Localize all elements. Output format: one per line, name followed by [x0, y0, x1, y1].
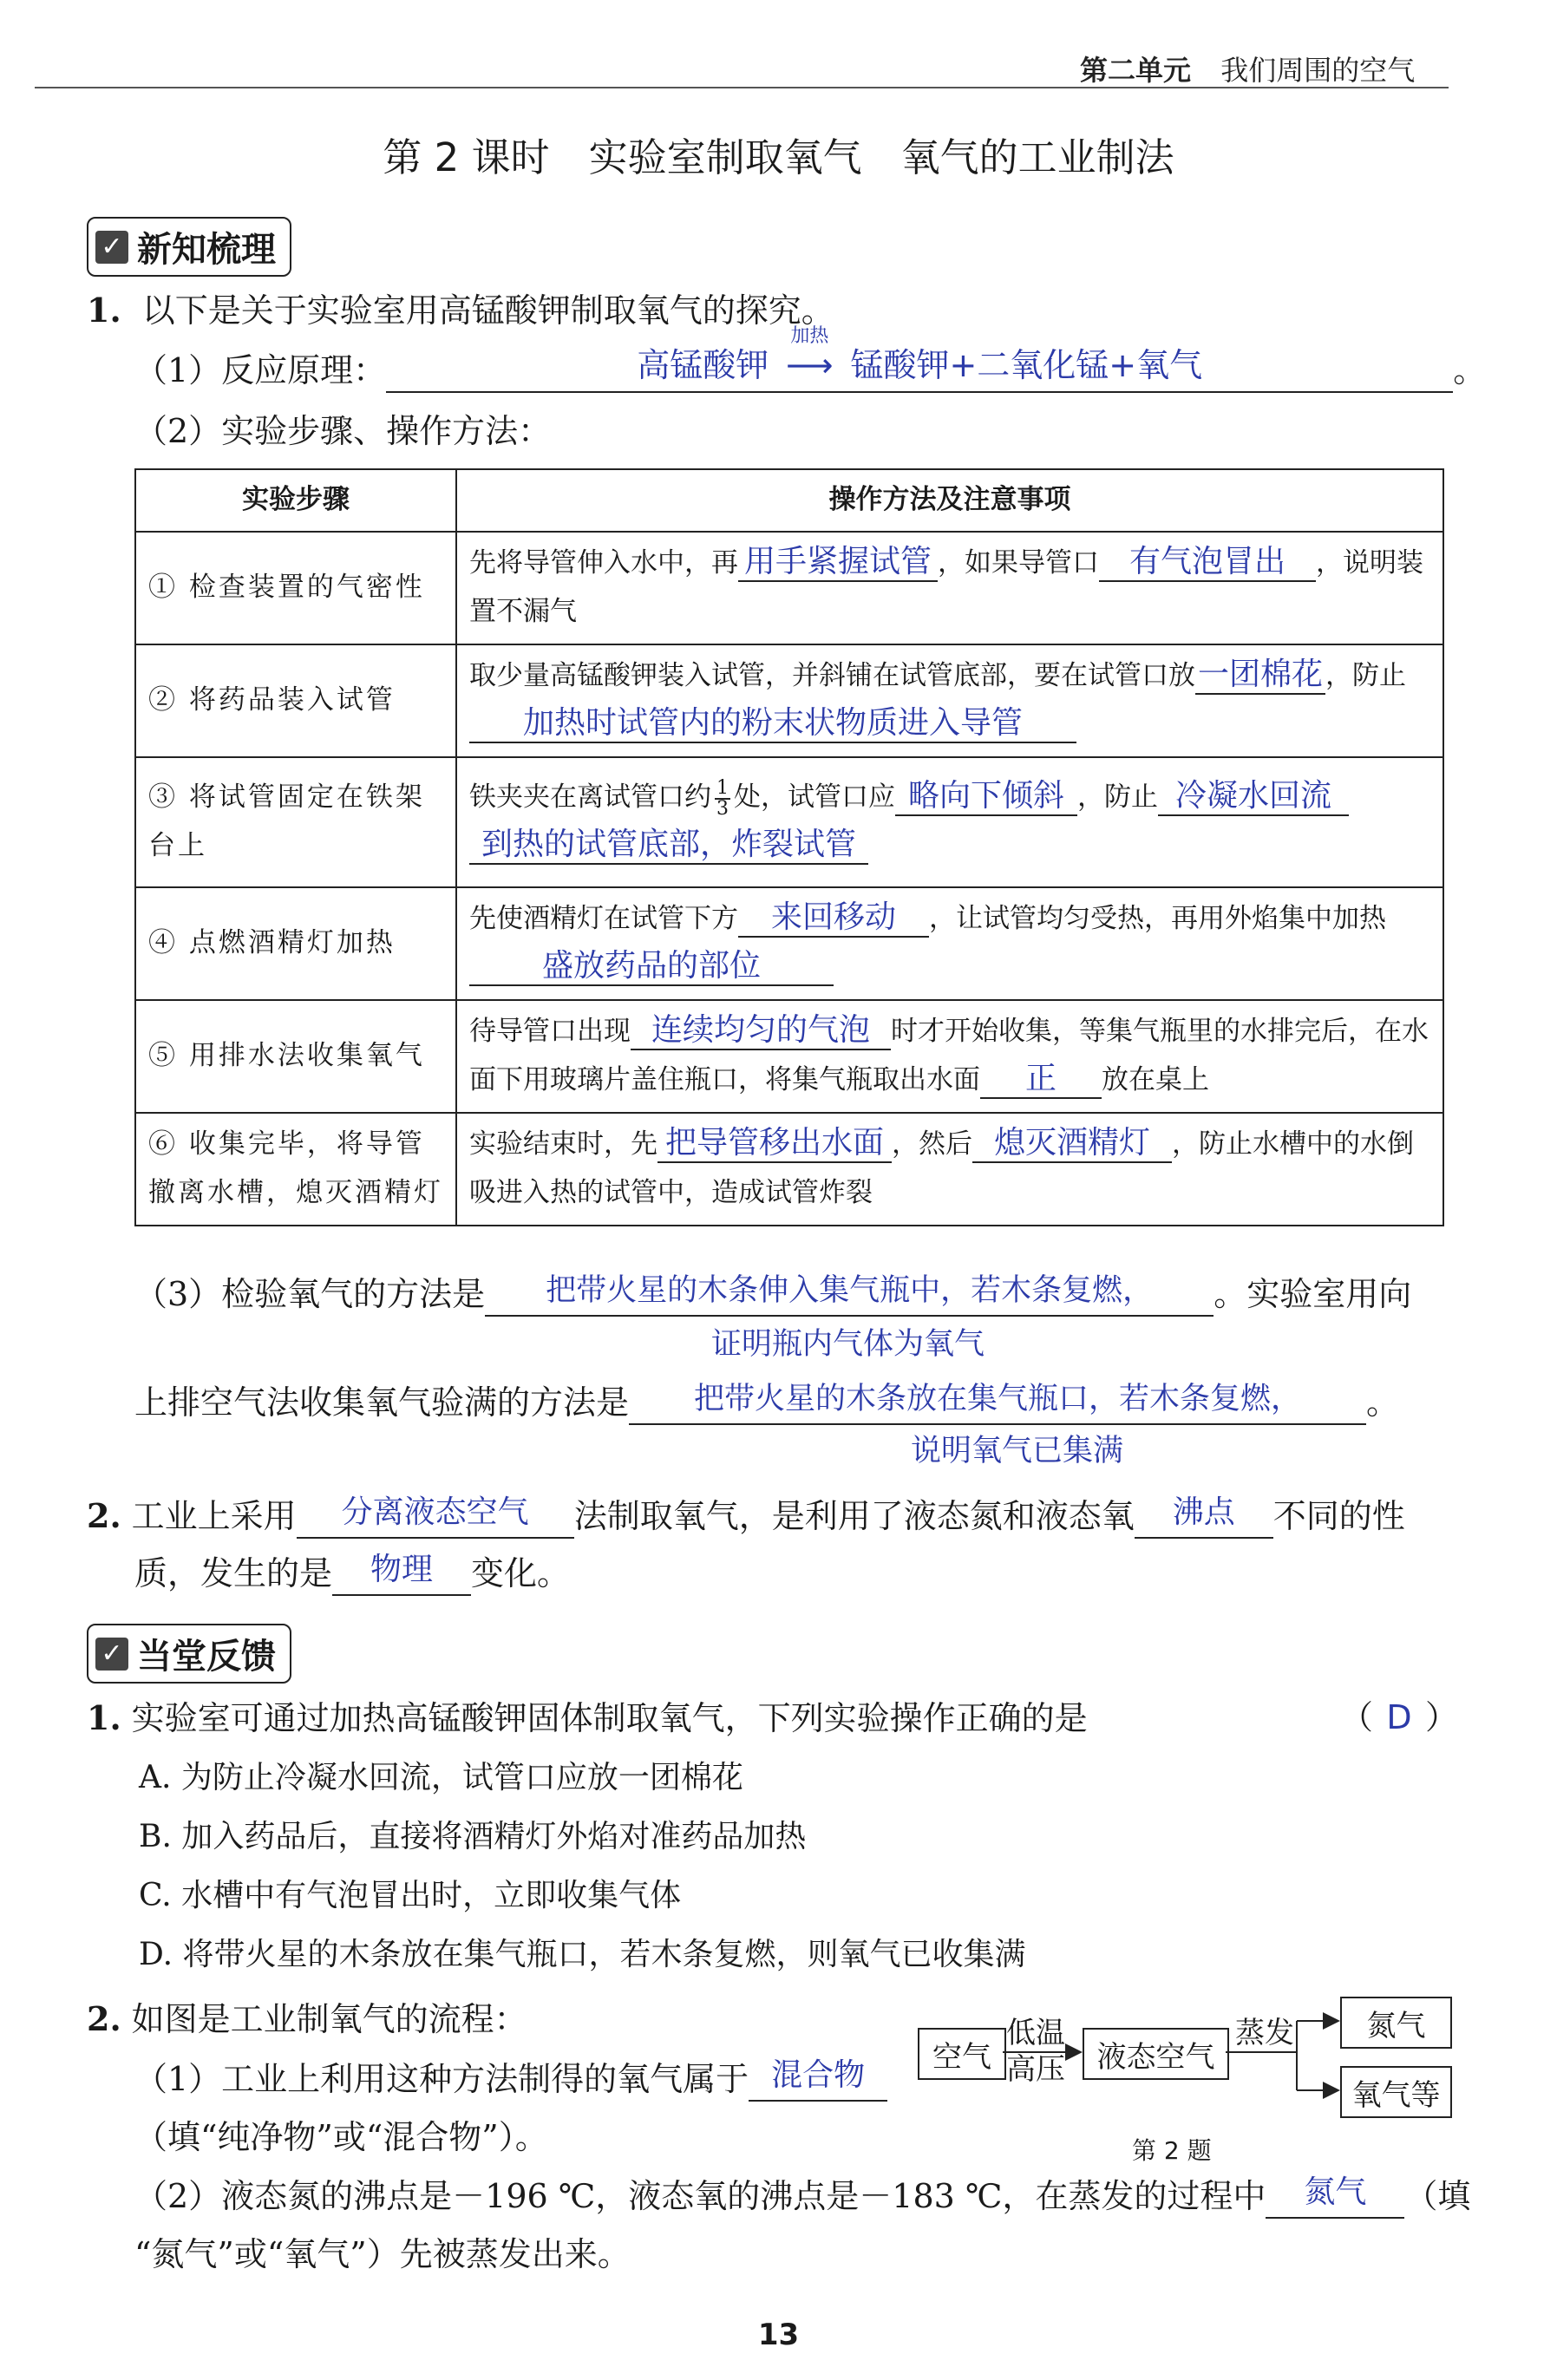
- option-b: B. 加入药品后，直接将酒精灯外焰对准药品加热: [139, 1819, 807, 1854]
- q2-line1: 2. 工业上采用 分离液态空气 法制取氧气，是利用了液态氮和液态氧 沸点 不同的性: [87, 1496, 1405, 1539]
- page-number: 13: [757, 2318, 800, 2352]
- q1-prompt: 1. 以下是关于实验室用高锰酸钾制取氧气的探究。: [87, 291, 834, 330]
- header-rule: [35, 87, 1449, 88]
- test-line: （3）检验氧气的方法是 把带火星的木条伸入集气瓶中，若木条复燃， 。实验室用向: [134, 1275, 1411, 1317]
- steps-label: （2）实验步骤、操作方法：: [134, 412, 552, 450]
- feedback-q2: 2. 如图是工业制氧气的流程：: [87, 1999, 527, 2038]
- section-new-knowledge: ✓ 新知梳理: [87, 217, 291, 277]
- option-a: A. 为防止冷凝水回流，试管口应放一团棉花: [139, 1760, 743, 1795]
- feedback-q2-part1-hint: （填“纯净物”或“混合物”）。: [134, 2118, 548, 2156]
- header: [1080, 49, 1415, 88]
- col-header-method: 操作方法及注意事项: [456, 469, 1443, 532]
- full-answer-line2: 说明氧气已集满: [911, 1434, 1124, 1468]
- fraction-one-third: $\frac{1}{3}$: [716, 776, 729, 820]
- oxygen-box: 氧气等: [1340, 2066, 1452, 2118]
- flow-arrows: [998, 1995, 1344, 2125]
- checkbox-icon: ✓: [95, 231, 128, 264]
- feedback-q1-answer: （ D ）: [1340, 1698, 1459, 1736]
- table-row: ③ 将试管固定在铁架台上 铁夹夹在离试管口约 $\frac{1}{3}$ 处，试管口应 略向下倾斜 ，防止 冷凝水回流 到热的试管底部，炸裂试管: [135, 757, 1443, 887]
- full-check-line: 上排空气法收集氧气验满的方法是 把带火星的木条放在集气瓶口，若木条复燃， 。: [134, 1383, 1399, 1425]
- unit-label: 第二单元: [1080, 54, 1192, 87]
- steps-table: [134, 468, 1444, 1226]
- section-in-class-feedback: ✓ 当堂反馈: [87, 1624, 291, 1684]
- page-title: 第 2 课时 实验室制取氧气 氧气的工业制法: [383, 134, 1174, 180]
- condition-high-pressure: 高压: [1006, 2052, 1065, 2087]
- col-header-steps: 实验步骤: [135, 469, 456, 532]
- figure-caption: 第 2 题: [1132, 2136, 1212, 2165]
- table-row: ④ 点燃酒精灯加热 先使酒精灯在试管下方 来回移动 ，让试管均匀受热，再用外焰集中加热盛放药品的部位: [135, 887, 1443, 1000]
- option-d: D. 将带火星的木条放在集气瓶口，若木条复燃，则氧气已收集满: [139, 1937, 1026, 1972]
- principle-answer-blank: 高锰酸钾 加热 ⟶ 锰酸钾+二氧化锰+氧气: [386, 351, 1453, 393]
- air-box: 空气: [918, 2028, 1006, 2080]
- evaporate-label: 蒸发: [1235, 2016, 1294, 2050]
- feedback-q2-part2-tail: “氮气”或“氧气”）先被蒸发出来。: [134, 2235, 631, 2273]
- option-c: C. 水槽中有气泡冒出时，立即收集气体: [139, 1878, 682, 1913]
- liquid-air-box: 液态空气: [1083, 2028, 1229, 2080]
- feedback-q2-part1: （1）工业上利用这种方法制得的氧气属于 混合物: [134, 2060, 887, 2102]
- feedback-q2-part2: （2）液态氮的沸点是－196 ℃，液态氧的沸点是－183 ℃，在蒸发的过程中 氮气 （填: [134, 2177, 1470, 2219]
- nitrogen-box: 氮气: [1340, 1997, 1452, 2049]
- chapter-label: 我们周围的空气: [1220, 54, 1416, 87]
- test-answer-line2: 证明瓶内气体为氧气: [711, 1327, 985, 1362]
- principle-line: （1）反应原理： 高锰酸钾 加热 ⟶ 锰酸钾+二氧化锰+氧气 。: [134, 351, 1486, 393]
- table-row: ① 检查装置的气密性 先将导管伸入水中，再 用手紧握试管 ，如果导管口 有气泡冒出 ，说明装置不漏气: [135, 532, 1443, 644]
- table-row: ② 将药品装入试管 取少量高锰酸钾装入试管，并斜铺在试管底部，要在试管口放一团棉花，防止加热时试管内的粉末状物质进入导管: [135, 644, 1443, 757]
- q2-line2: 质，发生的是 物理 变化。: [134, 1554, 570, 1596]
- feedback-q1: 1. 实验室可通过加热高锰酸钾固体制取氧气，下列实验操作正确的是: [87, 1698, 1088, 1737]
- table-row: ⑥ 收集完毕，将导管撤离水槽，熄灭酒精灯 实验结束时，先 把导管移出水面 ，然后 熄灭酒精灯 ，防止水槽中的水倒吸进入热的试管中，造成试管炸裂: [135, 1113, 1443, 1226]
- condition-low-temp: 低温: [1006, 2016, 1065, 2050]
- table-row: ⑤ 用排水法收集氧气 待导管口出现 连续均匀的气泡 时才开始收集，等集气瓶里的水排完后，在水面下用玻璃片盖住瓶口，将集气瓶取出水面 正 放在桌上: [135, 1000, 1443, 1113]
- checkbox-icon: ✓: [95, 1638, 128, 1671]
